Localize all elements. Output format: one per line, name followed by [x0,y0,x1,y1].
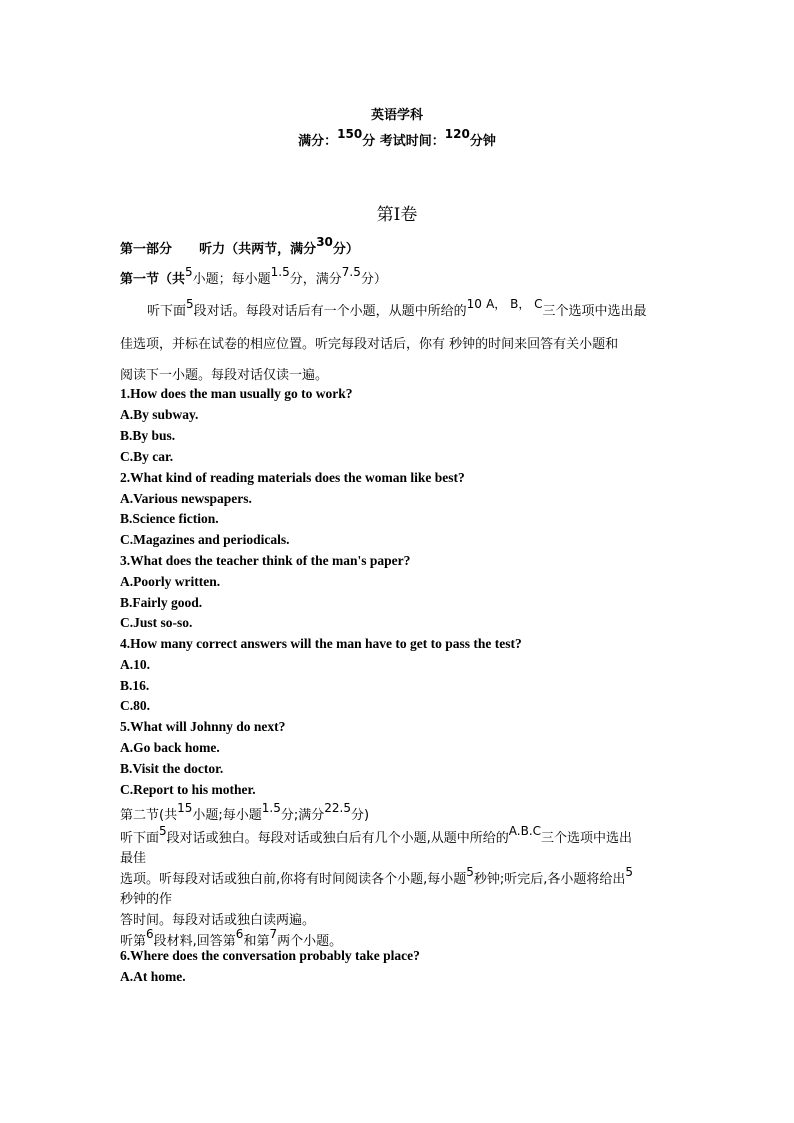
s2-l1-c: 三个选项中选出 [541,831,633,846]
part1-title-suffix: 分） [332,242,359,257]
option-5c: C.Report to his mother. [120,782,256,797]
section2-heading-d: 分) [350,808,370,823]
s2-l1-num: 5 [159,824,167,838]
question-2: 2.What kind of reading materials does the woman like best? [120,470,465,485]
section1-heading-d: 分） [360,272,387,287]
section1-heading [120,265,387,287]
section1-instruction-3: 阅读下一小题。每段对话仅读一遍。 [120,368,329,383]
instr1-b: 段对话。每段对话后有一个小题，从题中所给的 [193,304,467,319]
option-4c: C.80. [120,698,150,713]
s2-l3-b: 秒钟;听完后,各小题将给出 [473,872,626,887]
section1-instruction-2: 佳选项，并标在试卷的相应位置。听完每段对话后，你有 秒钟的时间来回答有关小题和 [120,337,619,352]
full-score-value: 150 [337,127,363,141]
instr1-sup: 10 [466,297,482,311]
option-2b: B.Science fiction. [120,511,219,526]
section2-line-4: 秒钟的作 [120,892,173,907]
part1-title-prefix: 听力（共两节，满分 [199,242,317,257]
part1-heading [120,235,359,257]
s2-l6-n3: 7 [269,927,278,941]
section2-count: 15 [177,801,193,815]
s2-l6-a: 听第 [120,934,147,949]
section2-heading-c: 分;满分 [280,808,325,823]
section2-line-6 [120,927,343,949]
s2-l1-a: 听下面 [120,831,160,846]
section1-heading-b: 小题；每小题 [192,272,271,287]
section1-each: 1.5 [270,265,290,279]
option-3b: B.Fairly good. [120,595,203,610]
time-unit: 分钟 [469,134,496,149]
option-1b: B.By bus. [120,428,176,443]
score-unit: 分 [362,134,376,149]
s2-l6-c: 和第 [243,934,270,949]
question-4: 4.How many correct answers will the man have to get to pass the test? [120,636,522,651]
option-6a: A.At home. [120,969,186,984]
instr1-options: A， B， C [486,297,543,311]
part1-label: 第一部分 [120,242,173,257]
option-1a: A.By subway. [120,407,199,422]
option-5b: B.Visit the doctor. [120,761,224,776]
section1-total: 7.5 [341,265,361,279]
option-2a: A.Various newspapers. [120,491,252,506]
question-5: 5.What will Johnny do next? [120,719,286,734]
instr1-num: 5 [186,297,194,311]
instr1-a: 听下面 [147,304,187,319]
section2-line-3 [120,865,634,887]
option-4a: A.10. [120,657,150,672]
section2-each: 1.5 [261,801,281,815]
section2-line-1 [120,824,633,846]
section2-heading [120,801,370,823]
s2-l3-num: 5 [466,865,474,879]
section1-count: 5 [185,265,193,279]
s2-l3-num2: 5 [625,865,634,879]
time-label: 考试时间： [379,134,445,149]
section2-line-2: 最佳 [120,851,147,866]
part1-points: 30 [316,235,333,249]
s2-l6-n2: 6 [235,927,244,941]
option-3c: C.Just so-so. [120,615,193,630]
question-6: 6.Where does the conversation probably take place? [120,948,420,963]
volume-title: 第Ⅰ卷 [376,205,418,225]
option-2c: C.Magazines and periodicals. [120,532,290,547]
s2-l6-b: 段材料,回答第 [153,934,236,949]
question-1: 1.How does the man usually go to work? [120,386,353,401]
option-5a: A.Go back home. [120,740,220,755]
subject-title: 英语学科 [370,108,423,123]
score-time-line [0,127,794,149]
instr1-c: 三个选项中选出最 [542,304,647,319]
section2-line-5: 答时间。每段对话或独白读两遍。 [120,913,316,928]
section2-total: 22.5 [324,801,351,815]
question-3: 3.What does the teacher think of the man's paper? [120,553,411,568]
option-1c: C.By car. [120,449,174,464]
section1-heading-c: 分，满分 [289,272,342,287]
s2-l1-opts: A.B.C [508,824,542,838]
option-3a: A.Poorly written. [120,574,221,589]
option-4b: B.16. [120,678,150,693]
section1-heading-a: 第一节（共 [120,272,186,287]
s2-l1-b: 段对话或独白。每段对话或独白后有几个小题,从题中所给的 [166,831,509,846]
section2-heading-a: 第二节(共 [120,808,178,823]
section2-heading-b: 小题;每小题 [192,808,262,823]
s2-l6-d: 两个小题。 [277,934,343,949]
s2-l6-n1: 6 [146,927,154,941]
s2-l3-a: 选项。听每段对话或独白前,你将有时间阅读各个小题,每小题 [120,872,467,887]
full-score-label: 满分： [298,134,338,149]
section1-instruction-1 [147,297,647,319]
time-value: 120 [444,127,470,141]
